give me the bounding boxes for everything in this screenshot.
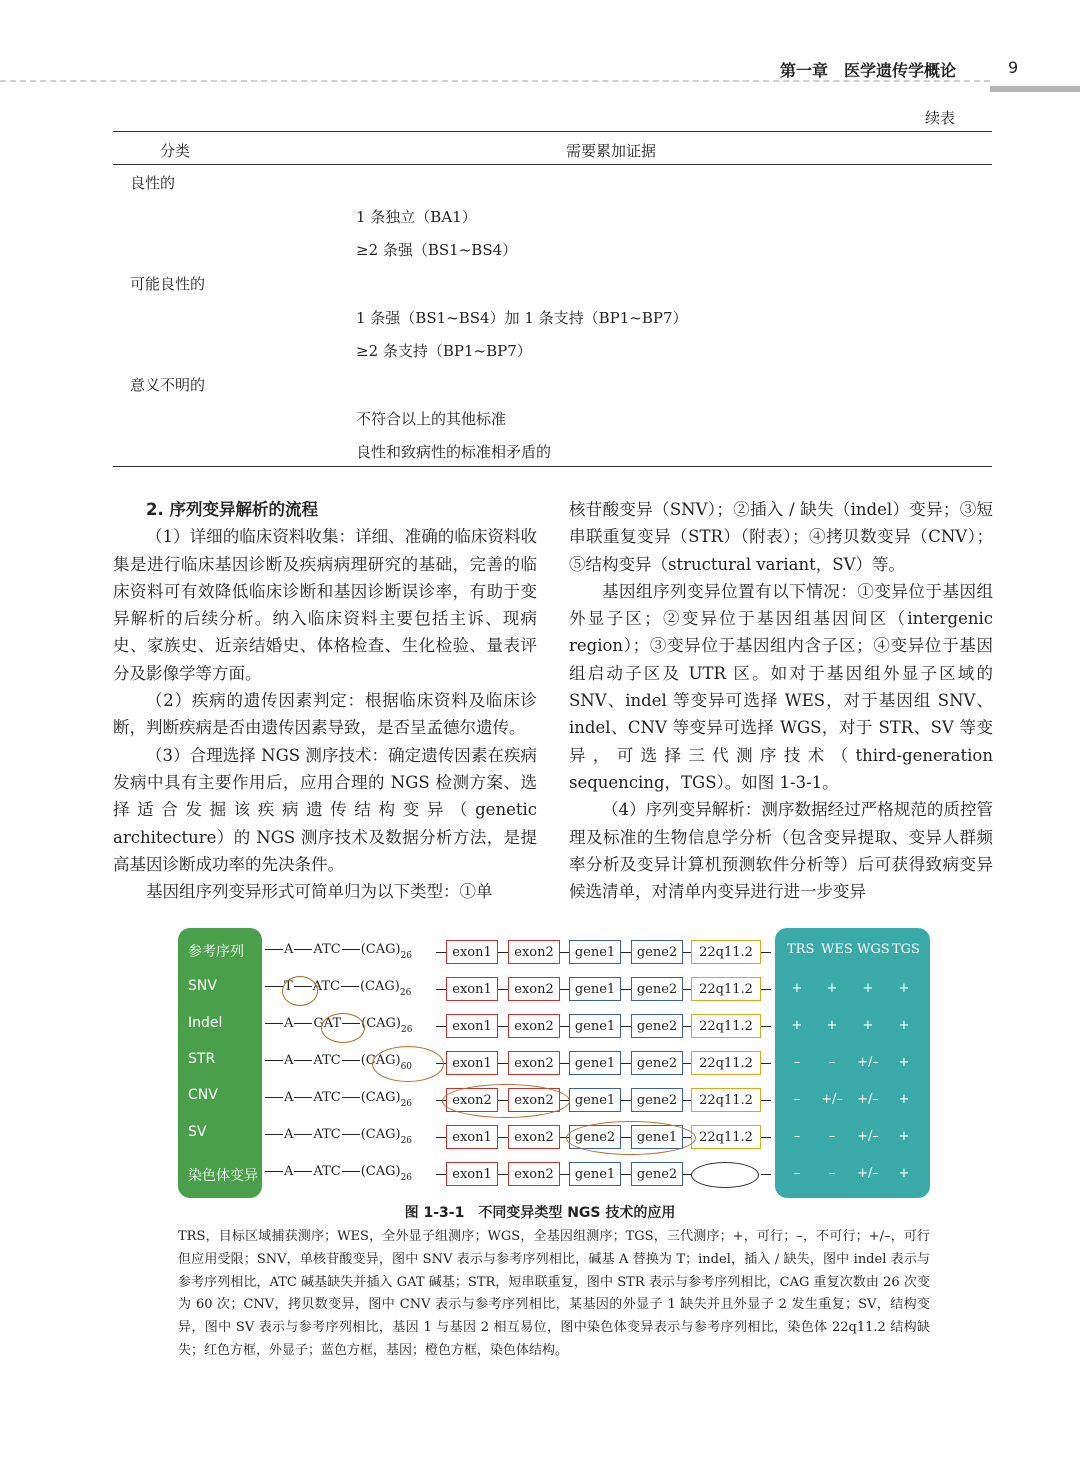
exon-box: exon2 (508, 977, 560, 1001)
connector-line (761, 1174, 771, 1175)
connector-line (761, 1063, 771, 1064)
exon-box: exon1 (446, 1051, 498, 1075)
repeat: (CAG) (359, 979, 400, 994)
connector-line (560, 1063, 569, 1064)
feasibility-mark: + (898, 1166, 910, 1181)
paragraph: 基因组序列变异位置有以下情况：①变异位于基因组外显子区；②变异位于基因组基因间区（intergenic region）；③变异位于基因组内含子区；④变异位于基因组启动子区及 UTR 区。如对于基因组外显子区域的 SNV、indel 等变异可选择 WES，对于基因组 SNV、indel、CNV 等变异可选择 WGS，对于 STR、SV 等变异，可选择三代测序技术（third-generation sequencing，TGS）。如图 1-3-1。 (569, 581, 993, 792)
repeat-count: 26 (400, 1099, 413, 1109)
feasibility-mark: + (862, 1018, 874, 1033)
exon-box: exon2 (508, 1014, 560, 1038)
chromosome-box: 22q11.2 (691, 1125, 761, 1149)
paragraph: （2）疾病的遗传因素判定：根据临床资料及临床诊断，判断疾病是否由遗传因素导致，是否呈孟德尔遗传。 (113, 691, 537, 738)
tech-header-wgs: WGS (857, 942, 890, 957)
chromosome-box: 22q11.2 (691, 1088, 761, 1112)
feasibility-mark: – (828, 1055, 836, 1070)
connector-line (436, 1026, 446, 1027)
column-header-category: 分类 (160, 142, 191, 160)
row-label-cnv: CNV (188, 1087, 218, 1103)
base: A (284, 1053, 294, 1068)
connector-line (436, 1137, 446, 1138)
column-header-evidence: 需要累加证据 (566, 142, 657, 160)
paragraph: 核苷酸变异（SNV）；②插入 / 缺失（indel）变异；③短串联重复变异（STR）（附表）；④拷贝数变异（CNV）；⑤结构变异（structural variant，SV）等。 (569, 500, 993, 574)
gene-box: gene1 (569, 1088, 621, 1112)
table-bottom-rule (113, 466, 992, 467)
repeat: (CAG) (360, 1164, 401, 1179)
connector-line (683, 952, 691, 953)
page-number: 9 (1008, 58, 1019, 77)
connector-line (621, 1100, 631, 1101)
chromosome-box: 22q11.2 (691, 1014, 761, 1038)
exon-box: exon2 (508, 1162, 560, 1186)
connector-line (683, 1063, 691, 1064)
gene-box: gene1 (569, 1051, 621, 1075)
chromosome-box: 22q11.2 (691, 1051, 761, 1075)
table-evidence: 不符合以上的其他标准 (356, 410, 507, 428)
connector-line (621, 1174, 631, 1175)
ngs-technology-panel (775, 928, 930, 1198)
repeat-count: 26 (400, 1136, 413, 1146)
str-highlight-oval (372, 1046, 444, 1082)
gene-box: gene1 (631, 1125, 683, 1149)
feasibility-mark: +/– (857, 1129, 879, 1144)
base: T (284, 979, 293, 994)
paragraph: （3）合理选择 NGS 测序技术：确定遗传因素在疾病发病中具有主要作用后，应用合理的 NGS 检测方案、选择适合发掘该疾病遗传结构变异（genetic architecture）的 NGS 测序技术及数据分析方法，是提高基因诊断成功率的先决条件。 (113, 745, 537, 874)
gene-box: gene2 (631, 977, 683, 1001)
sequence-segment (264, 1127, 412, 1147)
feasibility-mark: +/– (821, 1092, 843, 1107)
chromosome-box: 22q11.2 (691, 940, 761, 964)
connector-line (498, 952, 508, 953)
connector-line (498, 989, 508, 990)
feasibility-mark: +/– (857, 1055, 879, 1070)
connector-line (761, 1100, 771, 1101)
table-evidence: 良性和致病性的标准相矛盾的 (356, 443, 552, 461)
exon-box: exon2 (508, 1088, 560, 1112)
exon-box: exon2 (508, 1125, 560, 1149)
sequence-segment (264, 1090, 412, 1110)
sv-highlight-oval (566, 1121, 696, 1155)
base: A (284, 942, 294, 957)
gene-box: gene1 (569, 940, 621, 964)
feasibility-mark: + (898, 1129, 910, 1144)
exon-box: exon2 (446, 1088, 498, 1112)
repeat: (CAG) (360, 1090, 401, 1105)
feasibility-mark: + (898, 981, 910, 996)
tech-header-tgs: TGS (892, 942, 920, 957)
gene-box: gene2 (631, 1051, 683, 1075)
indel-highlight-oval (321, 1013, 365, 1043)
row-label-indel: Indel (188, 1015, 223, 1031)
connector-line (621, 989, 631, 990)
feasibility-mark: + (791, 981, 803, 996)
feasibility-mark: + (791, 1018, 803, 1033)
exon-box: exon1 (446, 1162, 498, 1186)
connector-line (436, 989, 446, 990)
exon-box: exon1 (446, 940, 498, 964)
variant-type-panel (178, 928, 262, 1198)
base: A (284, 1164, 294, 1179)
section-title: 2. 序列变异解析的流程 (146, 500, 318, 519)
connector-line (498, 1063, 508, 1064)
connector-line (498, 1174, 508, 1175)
triplet: ATC (313, 942, 341, 957)
exon-box: exon1 (446, 1014, 498, 1038)
paragraph: 基因组序列变异形式可简单归为以下类型：①单 (146, 882, 493, 902)
row-label-reference: 参考序列 (188, 944, 244, 960)
chapter-title: 第一章 医学遗传学概论 (780, 61, 957, 80)
tech-header-trs: TRS (787, 942, 815, 957)
header-bar (990, 86, 1080, 92)
feasibility-mark: +/– (857, 1092, 879, 1107)
right-column-text (569, 496, 993, 905)
connector-line (436, 1174, 446, 1175)
gene-box: gene1 (569, 1162, 621, 1186)
table-evidence: ≥2 条支持（BP1~BP7） (356, 342, 532, 360)
connector-line (683, 1100, 691, 1101)
feasibility-mark: + (826, 981, 838, 996)
triplet: ATC (313, 1090, 341, 1105)
feasibility-mark: + (826, 1018, 838, 1033)
deleted-region-oval (691, 1162, 759, 1188)
connector-line (498, 1026, 508, 1027)
repeat-count: 60 (400, 1062, 413, 1072)
triplet: ATC (313, 1053, 341, 1068)
table-category: 意义不明的 (130, 376, 206, 394)
table-category: 良性的 (130, 174, 176, 192)
gene-box: gene2 (631, 1088, 683, 1112)
gene-box: gene2 (569, 1125, 621, 1149)
connector-line (560, 952, 569, 953)
feasibility-mark: – (793, 1092, 801, 1107)
repeat: (CAG) (360, 1127, 401, 1142)
connector-line (761, 1137, 771, 1138)
exon-box: exon1 (446, 977, 498, 1001)
row-label-str: STR (188, 1051, 216, 1067)
table-category: 可能良性的 (130, 275, 206, 293)
exon-box: exon2 (508, 1051, 560, 1075)
figure-caption: TRS，目标区域捕获测序；WES，全外显子组测序；WGS，全基因组测序；TGS，三代测序；+，可行；–，不可行；+/–，可行但应用受限；SNV，单核苷酸变异，图中 SNV 表示与参考序列相比，碱基 A 替换为 T；indel，插入 / 缺失，图中 indel 表示与参考序列相比，ATC 碱基缺失并插入 GAT 碱基；STR，短串联重复，图中 STR 表示与参考序列相比，CAG 重复次数由 26 次变为 60 次；CNV，拷贝数变异，图中 CNV 表示与参考序列相比，某基因的外显子 1 缺失并且外显子 2 发生重复；SV，结构变异，图中 SV 表示与参考序列相比，基因 1 与基因 2 相互易位，图中染色体变异表示与参考序列相比，染色体 22q11.2 结构缺失；红色方框，外显子；蓝色方框，基因；橙色方框，染色体结构。 (178, 1229, 930, 1358)
feasibility-mark: + (898, 1092, 910, 1107)
exon-box: exon1 (446, 1125, 498, 1149)
repeat: (CAG) (360, 942, 401, 957)
repeat: (CAG) (360, 1053, 401, 1068)
gene-box: gene2 (631, 1162, 683, 1186)
connector-line (683, 989, 691, 990)
gene-box: gene1 (569, 977, 621, 1001)
feasibility-mark: + (862, 981, 874, 996)
feasibility-mark: – (828, 1166, 836, 1181)
tech-header-wes: WES (821, 942, 853, 957)
base: A (284, 1127, 294, 1142)
feasibility-mark: + (898, 1055, 910, 1070)
repeat-count: 26 (400, 1173, 413, 1183)
left-column-text (113, 496, 537, 905)
feasibility-mark: +/– (857, 1166, 879, 1181)
feasibility-mark: – (793, 1129, 801, 1144)
feasibility-mark: – (828, 1129, 836, 1144)
connector-line (436, 952, 446, 953)
connector-line (621, 1063, 631, 1064)
sequence-segment (264, 942, 412, 962)
base: A (284, 1016, 294, 1031)
table-top-rule (113, 131, 992, 132)
connector-line (761, 989, 771, 990)
exon-box: exon2 (508, 940, 560, 964)
table-header-rule (113, 164, 992, 165)
base: A (284, 1090, 294, 1105)
gene-box: gene2 (631, 1014, 683, 1038)
feasibility-mark: + (898, 1018, 910, 1033)
table-evidence: 1 条强（BS1~BS4）加 1 条支持（BP1~BP7） (356, 309, 688, 327)
connector-line (683, 1026, 691, 1027)
connector-line (683, 1174, 691, 1175)
gene-box: gene1 (569, 1014, 621, 1038)
snv-highlight-oval (282, 976, 318, 1006)
table-evidence: ≥2 条强（BS1~BS4） (356, 241, 518, 259)
connector-line (498, 1137, 508, 1138)
page-header (0, 0, 1080, 88)
gene-box: gene2 (631, 940, 683, 964)
connector-line (761, 1026, 771, 1027)
repeat-count: 26 (400, 951, 413, 961)
connector-line (560, 1026, 569, 1027)
figure-title: 图 1-3-1 不同变异类型 NGS 技术的应用 (404, 1205, 676, 1221)
repeat-count: 26 (399, 988, 412, 998)
connector-line (560, 1174, 569, 1175)
paragraph: （4）序列变异解析：测序数据经过严格规范的质控管理及标准的生物信息学分析（包含变异提取、变异人群频率分析及变异计算机预测软件分析等）后可获得致病变异候选清单，对清单内变异进行进一步变异 (569, 800, 993, 902)
paragraph: （1）详细的临床资料收集：详细、准确的临床资料收集是进行临床基因诊断及疾病病理研究的基础，完善的临床资料可有效降低临床诊断和基因诊断误诊率，有助于变异解析的后续分析。纳入临床资料主要包括主诉、现病史、家族史、近亲结婚史、体格检查、生化检验、量表评分及影像学等方面。 (113, 527, 537, 683)
triplet: ATC (313, 1164, 341, 1179)
connector-line (621, 952, 631, 953)
feasibility-mark: – (793, 1166, 801, 1181)
chromosome-box: 22q11.2 (691, 977, 761, 1001)
connector-line (761, 952, 771, 953)
repeat-count: 26 (401, 1025, 413, 1035)
connector-line (621, 1026, 631, 1027)
ngs-variant-figure (178, 928, 930, 1198)
triplet: GAT (313, 1016, 342, 1031)
repeat: (CAG) (361, 1016, 401, 1031)
connector-line (560, 989, 569, 990)
continued-label: 续表 (925, 109, 956, 127)
sequence-segment (264, 1164, 412, 1184)
table-evidence: 1 条独立（BA1） (356, 208, 477, 226)
row-label-snv: SNV (188, 978, 217, 994)
row-label-sv: SV (188, 1124, 207, 1140)
header-divider (0, 80, 990, 82)
triplet: ATC (312, 979, 340, 994)
triplet: ATC (313, 1127, 341, 1142)
cnv-highlight-oval (442, 1084, 570, 1118)
row-label-chromosome: 染色体变异 (188, 1168, 258, 1184)
feasibility-mark: – (793, 1055, 801, 1070)
